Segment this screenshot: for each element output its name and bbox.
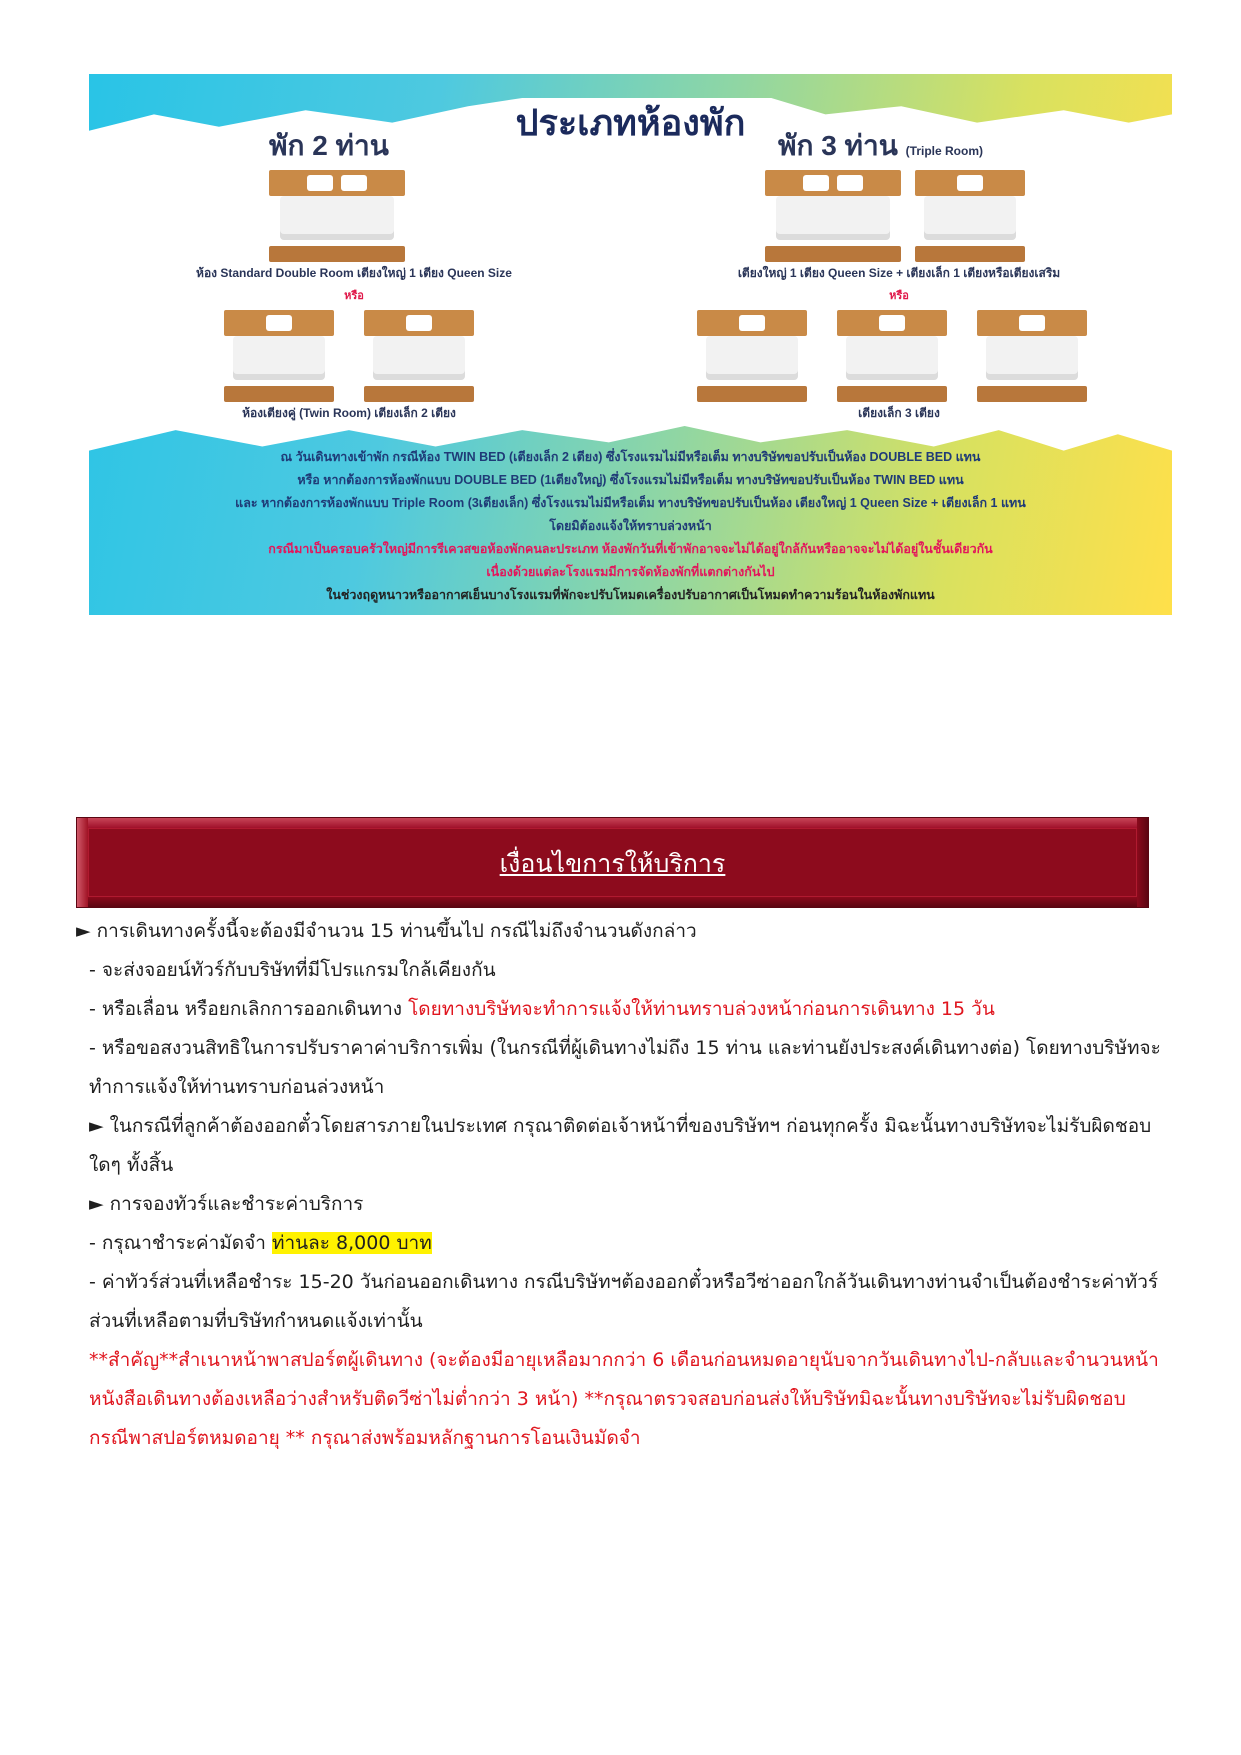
single-bed-icon-2 (837, 310, 947, 402)
banner-note-warning: เนื่องด้วยแต่ละโรงแรมมีการจัดห้องพักที่แตกต่างกันไป (486, 565, 775, 579)
banner-note-warning: กรณีมาเป็นครอบครัวใหญ่มีการรีเควสขอห้องพักคนละประเภท ห้องพักวันที่เข้าพักอาจจะไม่ได้อยู่ใกล้กันหรืออาจจะไม่ได้อยู่ในชั้นเดียวกัน (268, 542, 993, 556)
banner-note: และ หากต้องการห้องพักแบบ Triple Room (3เตียงเล็ก) ซึ่งโรงแรมไม่มีหรือเต็ม ทางบริษัทขอปรับเป็นห้อง เตียงใหญ่ 1 Queen Size + เตียงเล็ก 1 แทน (235, 496, 1026, 510)
condition-text-red: โดยทางบริษัทจะทำการแจ้งให้ท่านทราบล่วงหน้าก่อนการเดินทาง 15 วัน (408, 998, 995, 1020)
double-bed-icon (269, 170, 405, 262)
twin-bed-icon-2 (364, 310, 474, 402)
banner-note-winter: ในช่วงฤดูหนาวหรืออากาศเย็นบางโรงแรมที่พักจะปรับโหมดเครื่องปรับอากาศเป็นโหมดทำความร้อนในห้องพักแทน (326, 588, 935, 602)
triple-room-caption: เตียงใหญ่ 1 เตียง Queen Size + เตียงเล็ก 1 เตียงหรือเตียงเสริม (737, 266, 1061, 280)
room-types-banner (89, 74, 1172, 615)
twin-room-caption: ห้องเตียงคู่ (Twin Room) เตียงเล็ก 2 เตียง (242, 406, 456, 420)
triple-single-caption: เตียงเล็ก 3 เตียง (858, 406, 940, 420)
banner-note: โดยมิต้องแจ้งให้ทราบล่วงหน้า (549, 519, 712, 533)
condition-line (76, 990, 1161, 1029)
banner-note: ณ วันเดินทางเข้าพัก กรณีห้อง TWIN BED (เตียงเล็ก 2 เตียง) ซึ่งโรงแรมไม่มีหรือเต็ม ทางบริษัทขอปรับเป็นห้อง DOUBLE BED แทน (280, 450, 981, 464)
triple-room-note: (Triple Room) (905, 144, 983, 158)
banner-title: ประเภทห้องพัก (515, 102, 746, 143)
condition-paragraph: - หรือขอสงวนสิทธิในการปรับราคาค่าบริการเพิ่ม (ในกรณีที่ผู้เดินทางไม่ถึง 15 ท่าน และท่านยังประสงค์เดินทางต่อ) โดยทางบริษัทจะทำการแจ้งให้ท่านทราบก่อนล่วงหน้า (89, 1037, 1161, 1098)
double-room-heading: พัก 2 ท่าน (269, 130, 389, 161)
banner-note: หรือ หากต้องการห้องพักแบบ DOUBLE BED (1เตียงใหญ่) ซึ่งโรงแรมไม่มีหรือเต็ม ทางบริษัทขอปรับเป็นห้อง TWIN BED แทน (297, 473, 964, 487)
condition-line: ► การจองทัวร์และชำระค่าบริการ (89, 1193, 364, 1215)
triple-extra-bed-icon (915, 170, 1025, 262)
triple-or-label: หรือ (889, 290, 909, 302)
condition-line: ► การเดินทางครั้งนี้จะต้องมีจำนวน 15 ท่านขึ้นไป กรณีไม่ถึงจำนวนดังกล่าว (76, 920, 697, 942)
single-bed-icon-3 (977, 310, 1087, 402)
twin-bed-icon-1 (224, 310, 334, 402)
condition-paragraph: ► ในกรณีที่ลูกค้าต้องออกตั๋วโดยสารภายในประเทศ กรุณาติดต่อเจ้าหน้าที่ของบริษัทฯ ก่อนทุกครั้ง มิฉะนั้นทางบริษัทจะไม่รับผิดชอบใดๆ ทั้งสิ้น (89, 1115, 1152, 1176)
double-room-caption: ห้อง Standard Double Room เตียงใหญ่ 1 เตียง Queen Size (196, 266, 512, 280)
deposit-line (76, 1224, 1161, 1263)
deposit-text: - กรุณาชำระค่ามัดจำ (89, 1232, 272, 1254)
conditions-title: เงื่อนไขการให้บริการ (499, 849, 726, 878)
banner-notes (89, 446, 1172, 607)
single-bed-icon-1 (697, 310, 807, 402)
triple-queen-bed-icon (765, 170, 901, 262)
deposit-amount-highlight: ท่านละ 8,000 บาท (271, 1232, 432, 1254)
condition-line: - จะส่งจอยน์ทัวร์กับบริษัทที่มีโปรแกรมใกล้เคียงกัน (89, 959, 496, 981)
important-passport-note: **สำคัญ**สำเนาหน้าพาสปอร์ตผู้เดินทาง (จะต้องมีอายุเหลือมากกว่า 6 เดือนก่อนหมดอายุนับจากวันเดินทางไป-กลับและจำนวนหน้าหนังสือเดินทางต้องเหลือว่างสำหรับติดวีซ่าไม่ต่ำกว่า 3 หน้า) **กรุณาตรวจสอบก่อนส่งให้บริษัทมิฉะนั้นทางบริษัทจะไม่รับผิดชอบกรณีพาสปอร์ตหมดอายุ ** กรุณาส่งพร้อมหลักฐานการโอนเงินมัดจำ (89, 1349, 1159, 1449)
conditions-header (76, 817, 1149, 908)
triple-room-heading (778, 124, 983, 168)
condition-paragraph: - ค่าทัวร์ส่วนที่เหลือชำระ 15-20 วันก่อนออกเดินทาง กรณีบริษัทฯต้องออกตั๋วหรือวีซ่าออกใกล้วันเดินทางท่านจำเป็นต้องชำระค่าทัวร์ส่วนที่เหลือตามที่บริษัทกำหนดแจ้งเท่านั้น (89, 1271, 1159, 1332)
triple-room-heading-text: พัก 3 ท่าน (778, 130, 898, 161)
conditions-body (76, 912, 1161, 1458)
condition-text: - หรือเลื่อน หรือยกเลิกการออกเดินทาง (89, 998, 409, 1020)
double-or-label: หรือ (344, 290, 364, 302)
